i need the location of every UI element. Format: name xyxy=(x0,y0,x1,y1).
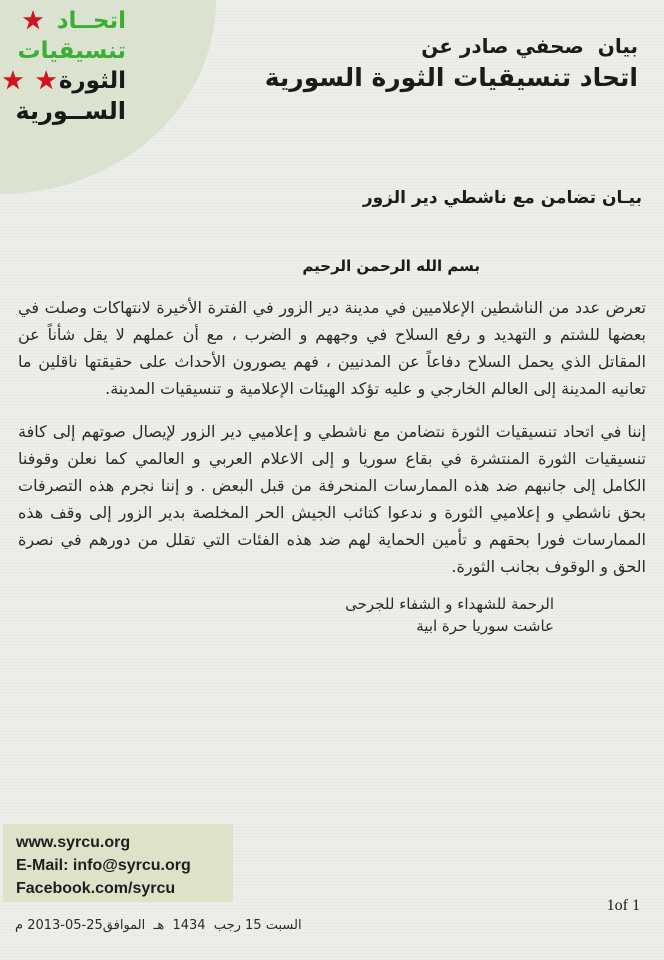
logo-word-syrian: الســورية xyxy=(15,97,126,125)
organization-logo xyxy=(1,6,126,126)
page-number: 1of 1 xyxy=(606,897,640,914)
logo-line-1 xyxy=(4,6,126,36)
body-paragraph-1: تعرض عدد من الناشطين الإعلاميين في مدينة دير الزور في الفترة الأخيرة لانتهاكات وصلت في بعضها للشتم و التهديد و رفع السلاح في وجههم و الضرب ، مع أن عملهم لا يقل شأناً عن المقاتل الذي يحمل السلاح دفاعاً عن المدنيين ، فهم يصورون الأحداث على حقيقتها ناقلين ما تعانيه المدينة إلى العالم الخارجي و عليه تؤكد الهيئات الإعلامية و تنسيقيات المدينة. xyxy=(18,298,646,398)
header-press-statement: بيان صحفي صادر عن xyxy=(421,34,638,58)
contact-info-block xyxy=(3,824,233,902)
logo-word-coordinations: تنسيقيات xyxy=(17,37,126,64)
header-organization-name: اتحاد تنسيقيات الثورة السورية xyxy=(264,63,638,92)
logo-word-union: اتحــاد xyxy=(56,7,126,34)
closing-line-martyrs: الرحمة للشهداء و الشفاء للجرحى xyxy=(345,595,554,613)
basmala-line: بسم الله الرحمن الرحيم xyxy=(302,257,480,275)
red-star-icon: ★ xyxy=(1,66,25,96)
red-star-icon: ★ xyxy=(34,66,58,96)
logo-line-3 xyxy=(1,66,126,96)
logo-line-2 xyxy=(4,36,126,66)
email-address: E-Mail: info@syrcu.org xyxy=(16,857,191,874)
closing-line-syria: عاشت سوريا حرة ابية xyxy=(416,617,554,635)
document-body xyxy=(18,294,646,596)
website-url: www.syrcu.org xyxy=(16,834,131,851)
logo-line-4 xyxy=(4,96,126,126)
facebook-url: Facebook.com/syrcu xyxy=(16,880,176,897)
body-paragraph-2: إننا في اتحاد تنسيقيات الثورة نتضامن مع ناشطي و إعلاميي دير الزور لإيصال صوتهم إلى كافة تنسيقيات الثورة المنتشرة في بقاع سوريا و إلى الاعلام العربي و العالمي كما نعلن وقوفنا الكامل إلى جانبهم ضد هذه الممارسات المنحرفة من قبل البعض . و إننا نجرم هذه التصرفات بحق ناشطي و إعلاميي الثورة و ندعوا كتائب الجيش الحر المخلصة بدير الزور إلى وقف هذه الممارسات فورا بحقهم و تأمين الحماية لهم ضد هذه الفئات التي تقلل من دورهم في نصرة الحق و الوقوف بجانب الثورة. xyxy=(18,422,646,576)
document-header xyxy=(265,32,638,95)
red-star-icon: ★ xyxy=(21,6,45,36)
date-line: السبت 15 رجب 1434 هـ الموافق25-05-2013 م xyxy=(15,918,302,933)
logo-word-revolution: الثورة xyxy=(58,67,126,94)
document-title: بيـان تضامن مع ناشطي دير الزور xyxy=(362,188,642,208)
closing-block xyxy=(345,593,554,637)
